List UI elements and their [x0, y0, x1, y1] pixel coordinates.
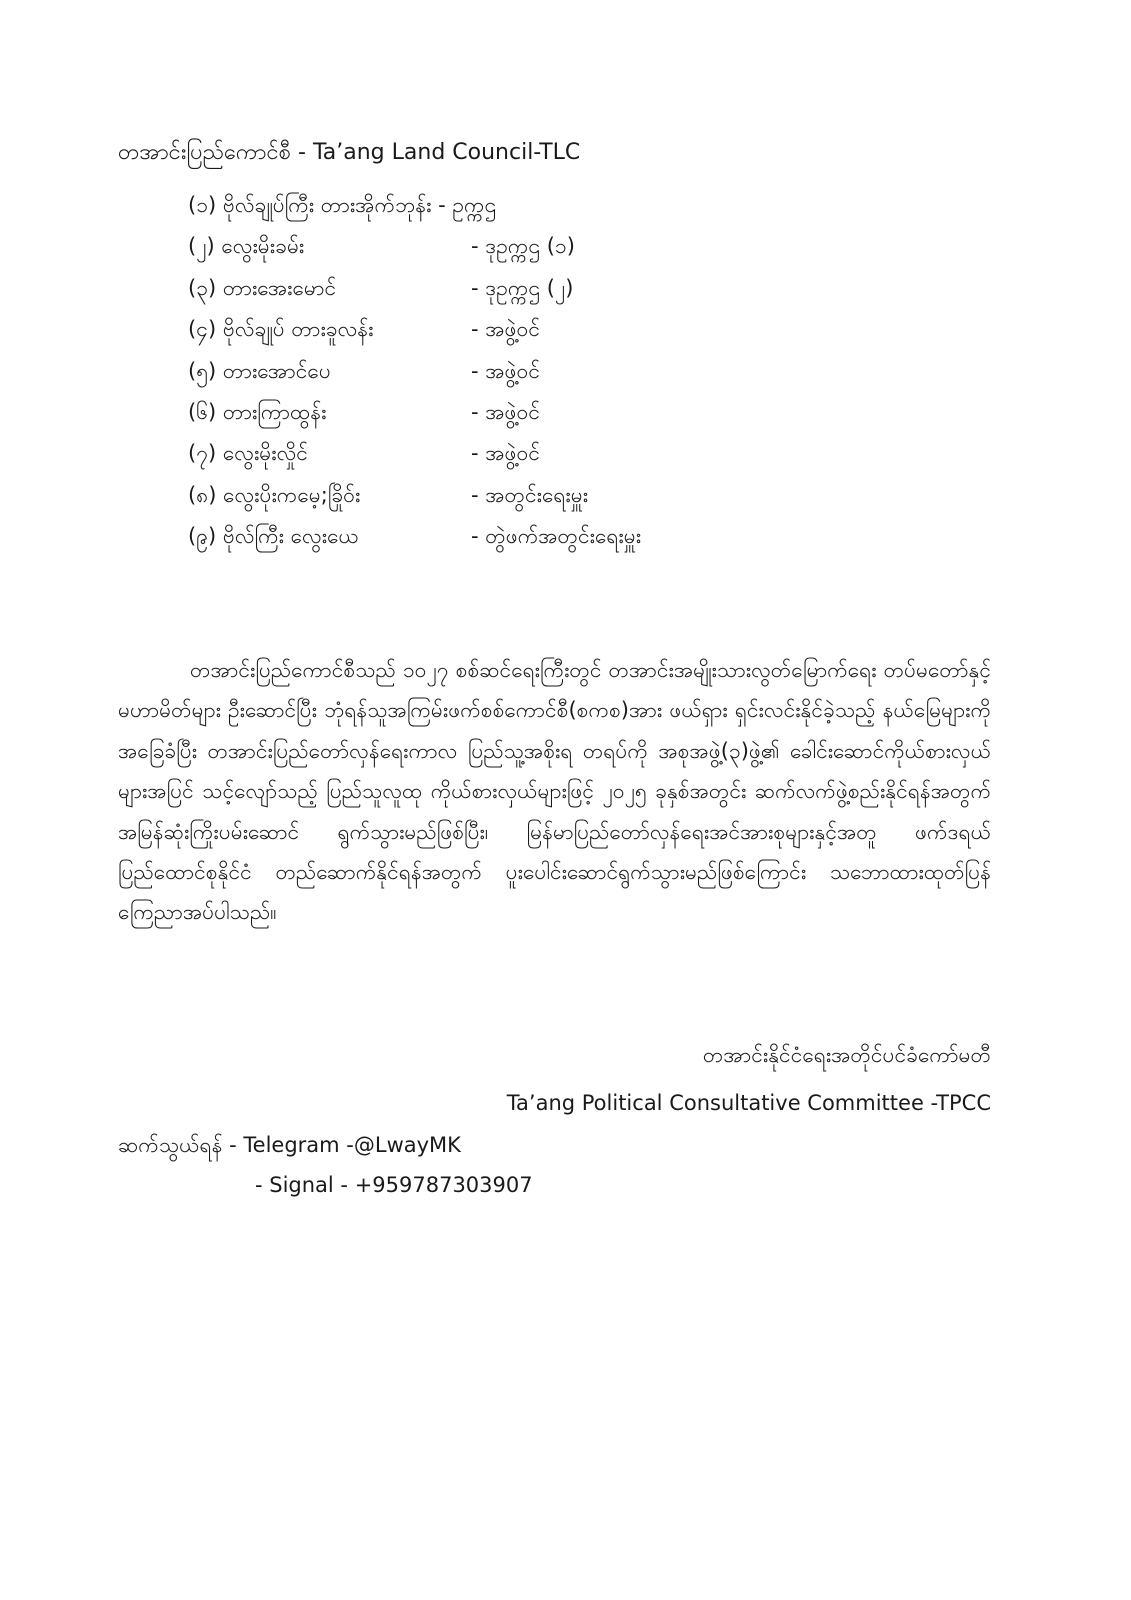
member-name: (၅) တားအောင်ပေ	[188, 358, 331, 383]
member-item	[188, 314, 748, 355]
member-role: - တွဲဖက်အတွင်းရေးမှူး	[471, 524, 642, 549]
member-item	[188, 397, 748, 438]
member-role: - အဖွဲ့ဝင်	[471, 399, 540, 424]
member-role: - ဒုဥက္ကဌ (၂)	[471, 275, 574, 300]
statement-paragraph: တအာင်းပြည်ကောင်စီသည် ၁၀၂၇ စစ်ဆင်ရေးကြီးတွင် တအာင်းအမျိုးသားလွတ်မြောက်ရေး တပ်မတော်နှင့်မဟာမိတ်များ ဦးဆောင်ပြီး ဘုံရန်သူအကြမ်းဖက်စစ်ကောင်စီ(စကစ)အား ဖယ်ရှား ရှင်းလင်းနိုင်ခဲ့သည့် နယ်မြေများကိုအခြေခံပြီး တအာင်းပြည်တော်လှန်ရေးကာလ ပြည်သူ့အစိုးရ တရပ်ကို အစုအဖွဲ့(၃)ဖွဲ့၏ ခေါင်းဆောင်ကိုယ်စားလှယ်များအပြင် သင့်လျော်သည့် ပြည်သူလူထု ကိုယ်စားလှယ်များဖြင့် ၂၀၂၅ ခုနှစ်အတွင်း ဆက်လက်ဖွဲ့စည်းနိုင်ရန်အတွက် အမြန်ဆုံးကြိုးပမ်းဆောင် ရွက်သွားမည်ဖြစ်ပြီး၊ မြန်မာပြည်တော်လှန်ရေးအင်အားစုများနှင့်အတူ ဖက်ဒရယ်ပြည်ထောင်စုနိုင်ငံ တည်ဆောက်နိုင်ရန်အတွက် ပူးပေါင်းဆောင်ရွက်သွားမည်ဖြစ်ကြောင်း သဘောထားထုတ်ပြန် ကြေညာအပ်ပါသည်။	[118, 658, 991, 925]
member-item	[188, 190, 748, 231]
member-name: (၃) တားအေးမောင်	[188, 275, 337, 300]
member-name: (၂) လွေးမိုးခမ်း	[188, 234, 305, 259]
member-name: (၁) ဗိုလ်ချုပ်ကြီး တားအိုက်ဘုန်း - ဥက္ကဌ	[188, 193, 497, 217]
contact-telegram: ဆက်သွယ်ရန် - Telegram -@LwayMK	[118, 1133, 461, 1157]
member-item	[188, 273, 748, 314]
member-item	[188, 356, 748, 397]
signature-burmese: တအာင်းနိုင်ငံရေးအတိုင်ပင်ခံကော်မတီ	[702, 1043, 991, 1067]
council-heading: တအာင်းပြည်ကောင်စီ - Ta’ang Land Council-TLC	[118, 140, 581, 165]
member-item	[188, 480, 748, 521]
signature-english: Ta’ang Political Consultative Committee -TPCC	[506, 1091, 991, 1115]
member-role: - အတွင်းရေးမှူး	[471, 482, 589, 507]
member-role: - အဖွဲ့ဝင်	[471, 441, 540, 466]
member-item	[188, 438, 748, 479]
member-name: (၆) တားကြာထွန်း	[188, 399, 327, 424]
member-role: - ဒုဥက္ကဌ (၁)	[471, 234, 575, 259]
member-item	[188, 521, 748, 562]
member-name: (၇) လွေးမိုးလှိုင်	[188, 441, 308, 466]
member-name: (၉) ဗိုလ်ကြီး လွေးယေ	[188, 524, 359, 549]
member-name: (၈) လွေးပိုးကမေ့;ခြိုဝ်း	[188, 482, 361, 507]
member-item	[188, 231, 748, 272]
contact-signal: - Signal - +959787303907	[255, 1173, 533, 1197]
member-role: - အဖွဲ့ဝင်	[471, 358, 540, 383]
member-role: - အဖွဲ့ဝင်	[471, 317, 540, 342]
member-name: (၄) ဗိုလ်ချုပ် တားခူလန်း	[188, 317, 374, 342]
member-list	[188, 190, 748, 563]
